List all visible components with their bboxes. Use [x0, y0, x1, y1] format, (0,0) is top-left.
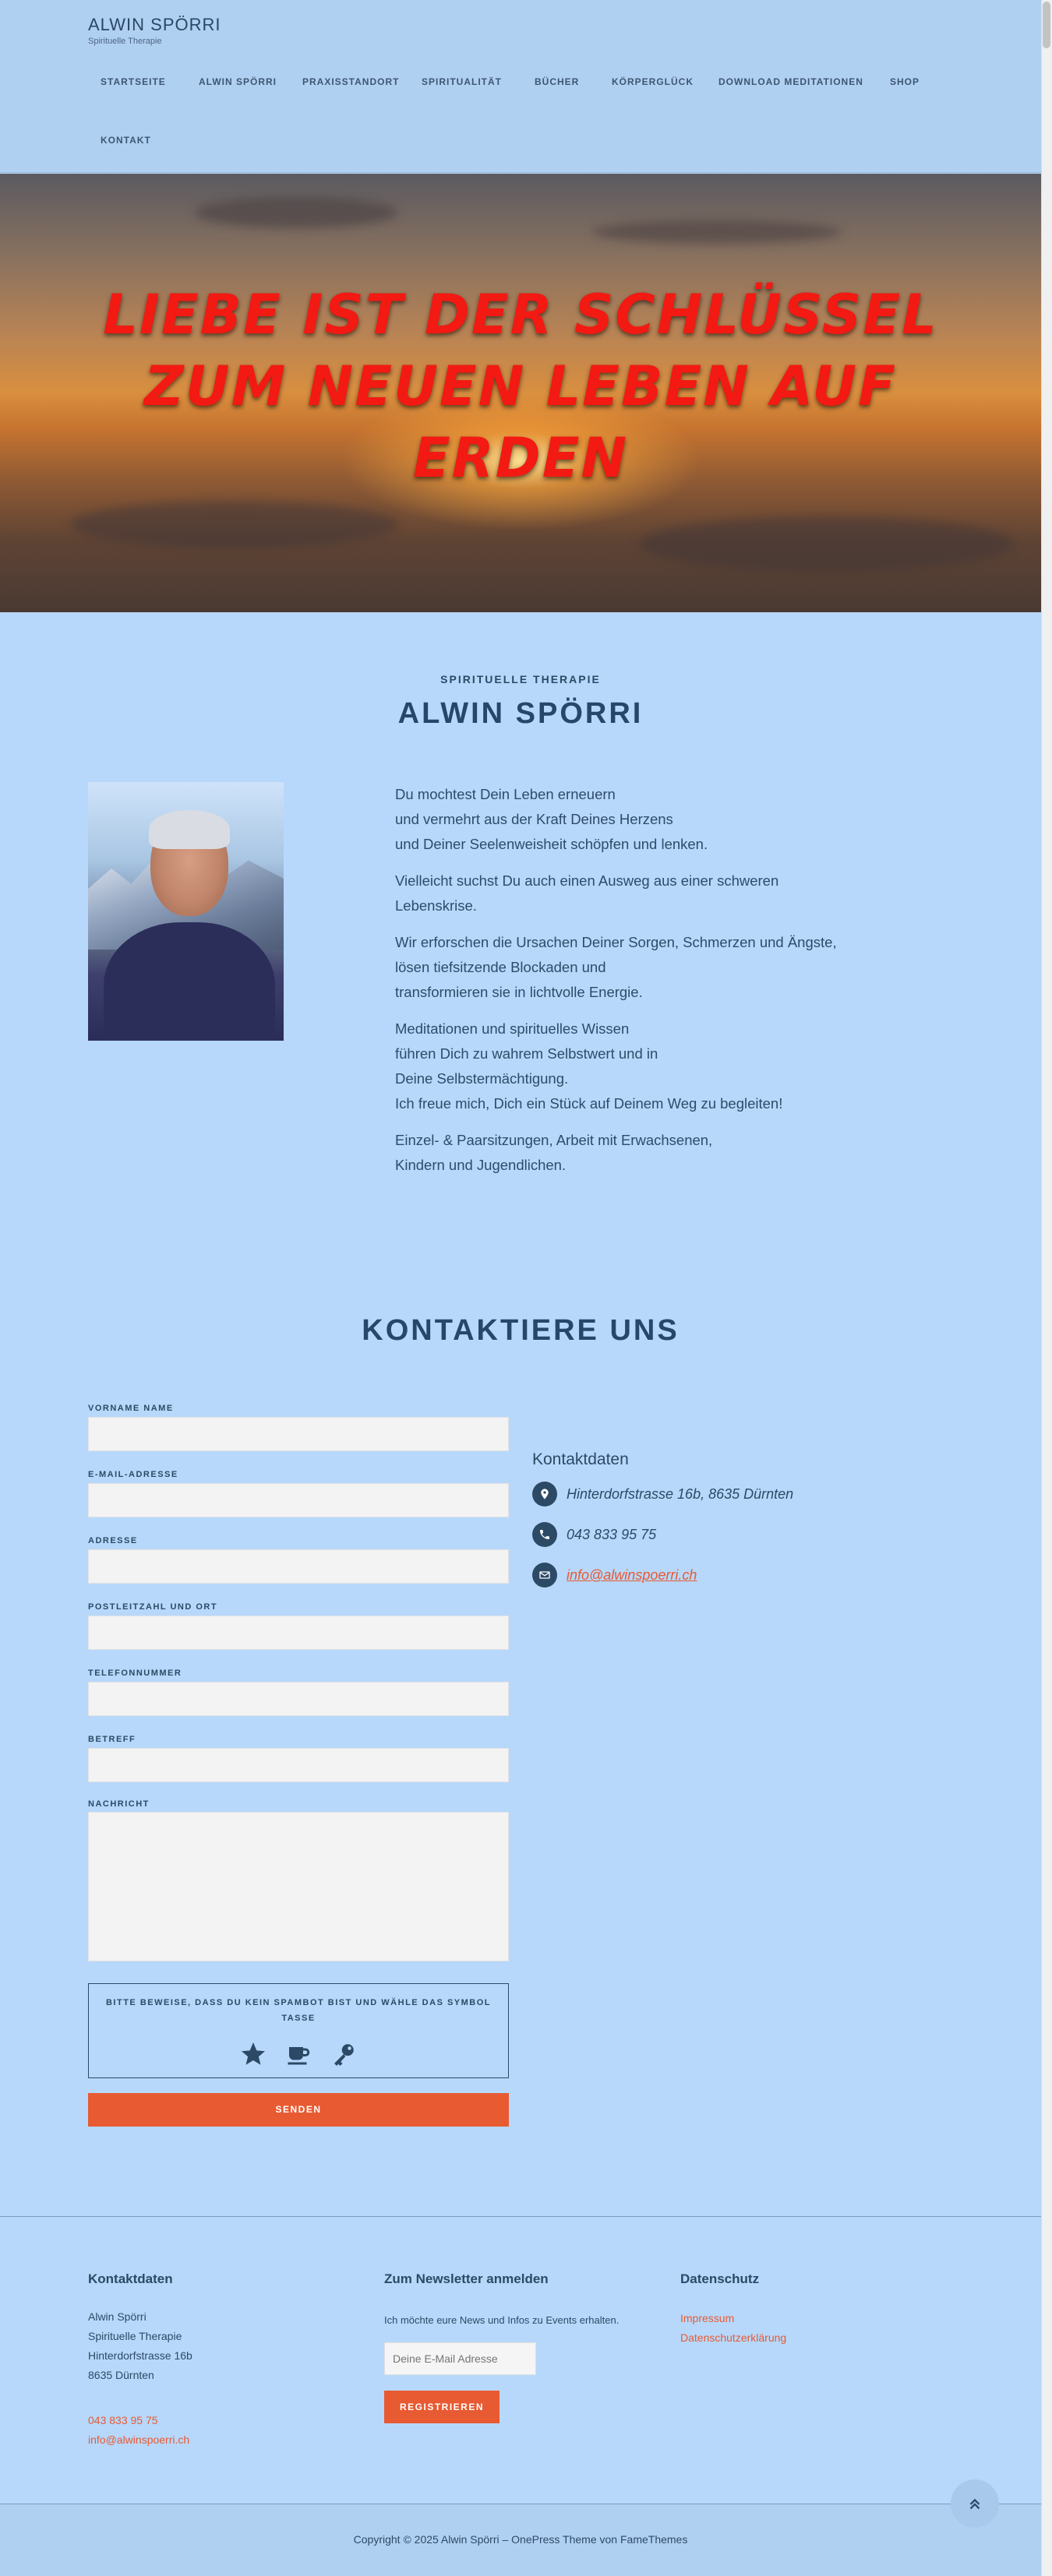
email-label: E-MAIL-ADRESSE — [88, 1470, 178, 1479]
about-paragraph — [395, 869, 894, 918]
about-line: und Deiner Seelenweisheit schöpfen und lenken. — [395, 836, 708, 852]
site-header — [0, 0, 1041, 173]
about-line: Lebenskrise. — [395, 897, 477, 914]
email-input[interactable] — [88, 1483, 509, 1517]
footer-newsletter-text: Ich möchte eure News und Infos zu Events erhalten. — [384, 2314, 620, 2326]
portrait-photo — [88, 782, 284, 1041]
about-line: lösen tiefsitzende Blockaden und — [395, 959, 606, 975]
phone-label: TELEFONNUMMER — [88, 1669, 182, 1678]
contact-info-title: Kontaktdaten — [532, 1450, 629, 1468]
nav-shop[interactable]: SHOP — [890, 76, 920, 87]
newsletter-register-button[interactable]: REGISTRIEREN — [384, 2391, 500, 2423]
key-icon[interactable] — [330, 2040, 358, 2068]
hero-cloud — [195, 197, 397, 228]
subject-input[interactable] — [88, 1748, 509, 1782]
footer-newsletter-title: Zum Newsletter anmelden — [384, 2271, 549, 2286]
hero-banner — [0, 174, 1041, 612]
nav-spiritualitaet[interactable]: SPIRITUALITÄT — [422, 76, 502, 87]
copyright: Copyright © 2025 Alwin Spörri – OnePress Theme von FameThemes — [353, 2533, 688, 2546]
hero-title — [94, 279, 948, 494]
contact-address: Hinterdorfstrasse 16b, 8635 Dürnten — [567, 1486, 794, 1502]
about-line: transformieren sie in lichtvolle Energie. — [395, 984, 643, 1000]
nav-alwin-sporri[interactable]: ALWIN SPÖRRI — [199, 76, 277, 87]
about-line: Einzel- & Paarsitzungen, Arbeit mit Erwachsenen, — [395, 1132, 713, 1148]
address-input[interactable] — [88, 1549, 509, 1584]
about-line: Meditationen und spirituelles Wissen — [395, 1020, 630, 1037]
zip-city-label: POSTLEITZAHL UND ORT — [88, 1602, 218, 1612]
name-input[interactable] — [88, 1417, 509, 1451]
newsletter-email-input[interactable] — [384, 2342, 536, 2375]
about-text — [395, 782, 894, 1189]
cup-icon[interactable] — [284, 2040, 312, 2068]
about-line: Vielleicht suchst Du auch einen Ausweg aus einer schweren — [395, 872, 779, 889]
footer-impressum-link[interactable]: Impressum — [680, 2312, 735, 2324]
map-pin-icon — [532, 1482, 557, 1506]
about-paragraph — [395, 1128, 894, 1178]
hero-title-line: ERDEN — [412, 426, 629, 490]
subject-label: BETREFF — [88, 1735, 136, 1744]
portrait-hair — [149, 810, 230, 849]
hero-cloud — [70, 501, 397, 548]
address-label: ADRESSE — [88, 1536, 138, 1545]
portrait-body — [104, 922, 275, 1041]
contact-phone: 043 833 95 75 — [567, 1527, 657, 1542]
site-tagline: Spirituelle Therapie — [88, 37, 162, 46]
captcha-instruction: BITTE BEWEISE, DASS DU KEIN SPAMBOT BIST UND WÄHLE DAS SYMBOL TASSE — [105, 1998, 492, 2023]
double-chevron-up-icon — [966, 2495, 983, 2512]
nav-koerperglueck[interactable]: KÖRPERGLÜCK — [612, 76, 694, 87]
footer-contact-line: Hinterdorfstrasse 16b — [88, 2349, 192, 2362]
star-icon[interactable] — [239, 2040, 267, 2068]
phone-icon — [532, 1522, 557, 1547]
nav-praxisstandort[interactable]: PRAXISSTANDORT — [302, 76, 400, 87]
about-line: führen Dich zu wahrem Selbstwert und in — [395, 1045, 658, 1062]
footer-privacy-title: Datenschutz — [680, 2271, 760, 2286]
about-line: Wir erforschen die Ursachen Deiner Sorgen, Schmerzen und Ängste, — [395, 934, 837, 950]
back-to-top-button[interactable] — [951, 2479, 999, 2528]
about-line: Kindern und Jugendlichen. — [395, 1157, 567, 1173]
hero-cloud — [639, 516, 1013, 571]
footer-phone-link[interactable]: 043 833 95 75 — [88, 2414, 158, 2426]
about-kicker: SPIRITUELLE THERAPIE — [440, 673, 601, 685]
scrollbar-track[interactable] — [1041, 0, 1052, 2576]
footer-contact-line: 8635 Dürnten — [88, 2369, 154, 2381]
footer-contact-title: Kontaktdaten — [88, 2271, 173, 2286]
contact-heading: KONTAKTIERE UNS — [362, 1314, 680, 1347]
brand[interactable] — [88, 15, 221, 46]
about-line: Du mochtest Dein Leben erneuern — [395, 786, 616, 802]
nav-kontakt[interactable]: KONTAKT — [101, 135, 151, 146]
zip-city-input[interactable] — [88, 1616, 509, 1650]
about-paragraph — [395, 930, 894, 1005]
captcha-box — [88, 1983, 509, 2078]
nav-startseite[interactable]: STARTSEITE — [101, 76, 166, 87]
footer-contact-line: Spirituelle Therapie — [88, 2330, 182, 2342]
about-line: und vermehrt aus der Kraft Deines Herzens — [395, 811, 673, 827]
footer-contact-line: Alwin Spörri — [88, 2310, 147, 2323]
about-line: Deine Selbstermächtigung. — [395, 1070, 569, 1087]
send-button[interactable]: SENDEN — [88, 2093, 509, 2127]
name-label: VORNAME NAME — [88, 1404, 174, 1413]
hero-title-line: LIEBE IST DER SCHLÜSSEL — [103, 283, 938, 347]
phone-input[interactable] — [88, 1682, 509, 1716]
site-title[interactable]: ALWIN SPÖRRI — [88, 15, 221, 34]
footer-datenschutz-link[interactable]: Datenschutzerklärung — [680, 2331, 787, 2344]
message-label: NACHRICHT — [88, 1799, 150, 1809]
footer-email-link[interactable]: info@alwinspoerri.ch — [88, 2433, 190, 2446]
about-line: Ich freue mich, Dich ein Stück auf Deinem Weg zu begleiten! — [395, 1095, 783, 1112]
scrollbar-thumb[interactable] — [1043, 2, 1050, 48]
contact-email-link[interactable]: info@alwinspoerri.ch — [567, 1567, 697, 1583]
nav-download-meditationen[interactable]: DOWNLOAD MEDITATIONEN — [718, 76, 863, 87]
hero-cloud — [592, 220, 842, 244]
message-textarea[interactable] — [88, 1812, 509, 1961]
mail-icon — [532, 1563, 557, 1588]
about-heading: ALWIN SPÖRRI — [397, 697, 644, 730]
hero-title-line: ZUM NEUEN LEBEN AUF — [144, 354, 897, 418]
nav-buecher[interactable]: BÜCHER — [535, 76, 580, 87]
about-paragraph — [395, 782, 894, 857]
about-paragraph — [395, 1017, 894, 1116]
